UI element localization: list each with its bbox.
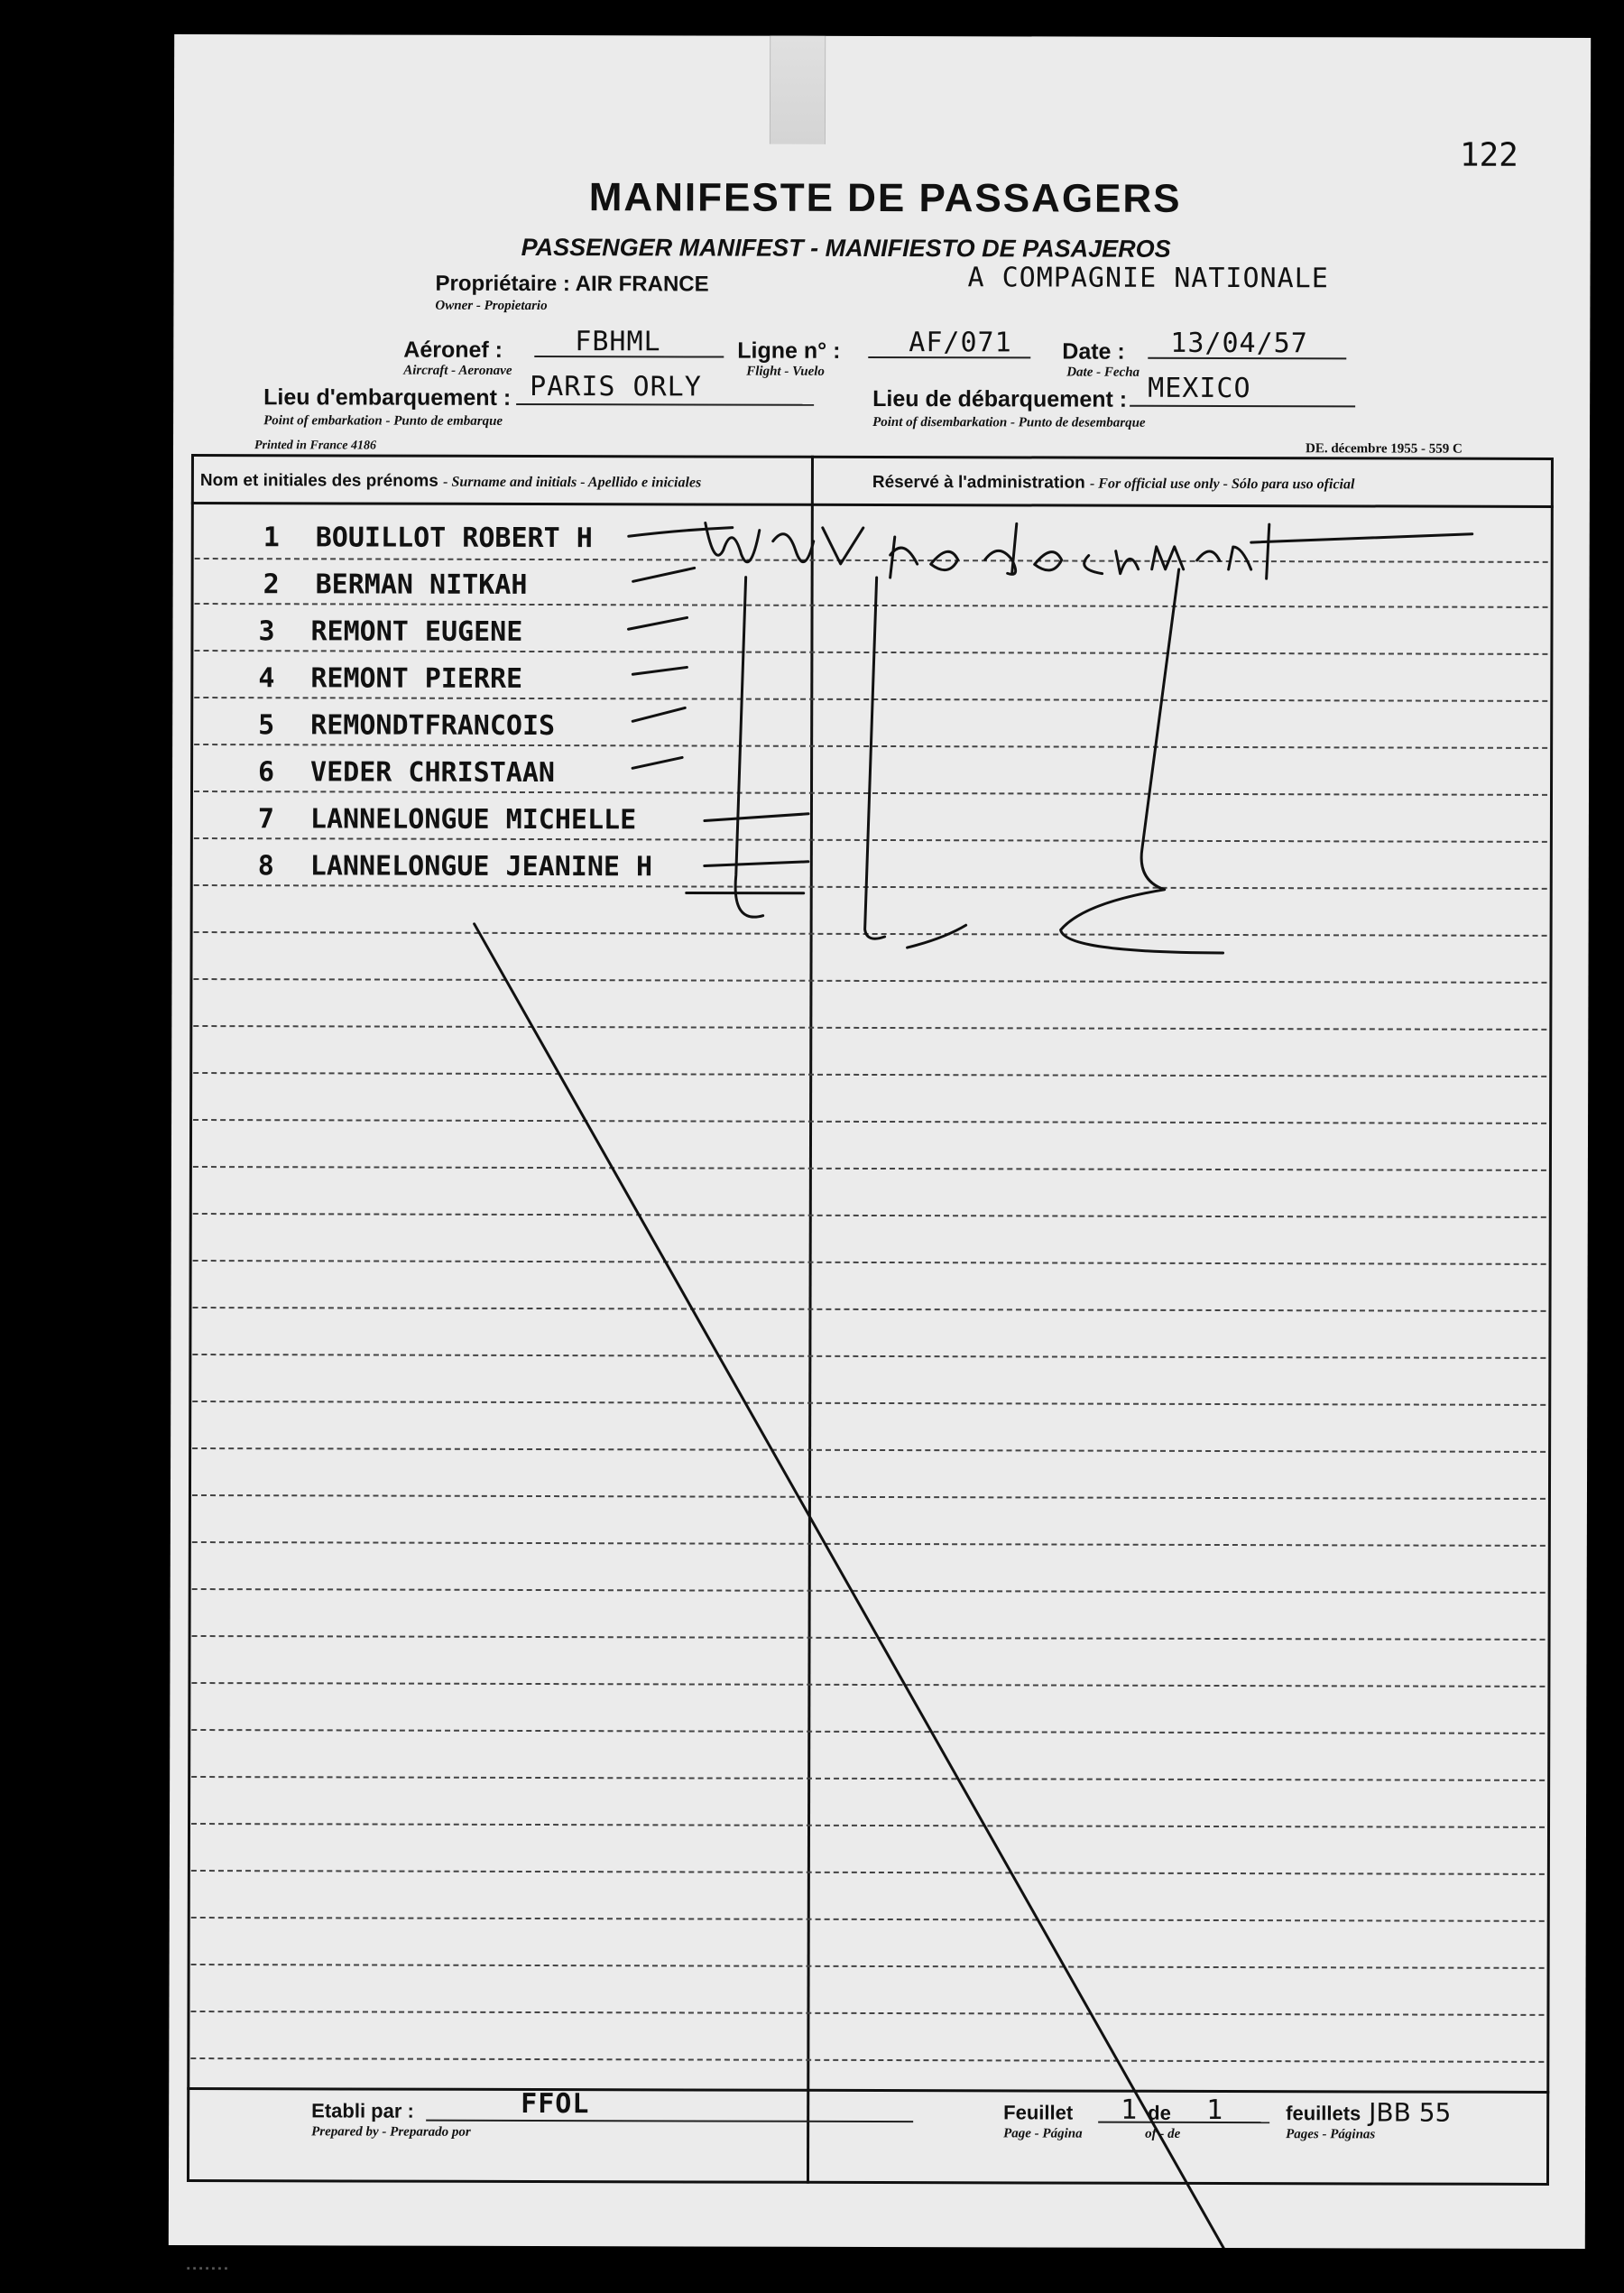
sheet-label: Feuillet — [1003, 2101, 1074, 2124]
sheet-value: 1 — [1121, 2094, 1139, 2126]
printed-note: Printed in France 4186 — [254, 439, 377, 453]
handwritten-note-stroke — [1084, 556, 1103, 574]
vertical-mark — [865, 578, 886, 938]
aircraft-label: Aéronef : — [403, 337, 503, 363]
col-admin-header-sub: - For official use only - Sólo para uso oficial — [1089, 476, 1355, 493]
handwritten-note — [706, 586, 713, 587]
aircraft-value: FBHML — [575, 326, 661, 358]
passenger-name: REMONT PIERRE — [310, 662, 523, 695]
line-label: Ligne n° : — [737, 337, 841, 364]
tick-dash — [632, 757, 682, 768]
tick-dash — [629, 527, 733, 536]
passenger-number: 1 — [263, 522, 280, 554]
handwritten-note-stroke — [773, 534, 814, 562]
passenger-number: 5 — [258, 709, 275, 742]
vertical-mark — [908, 925, 966, 948]
embark-sublabel: Point of embarkation - Punto de embarque — [263, 413, 503, 429]
owner-sublabel: Owner - Propietario — [435, 298, 548, 314]
prepared-by-value: FFOL — [521, 2087, 590, 2121]
tick-dash — [628, 617, 687, 629]
vertical-mark — [735, 578, 764, 918]
disembark-label: Lieu de débarquement : — [872, 385, 1128, 412]
tick-dash — [632, 707, 685, 721]
total-value: 1 — [1206, 2094, 1224, 2127]
vertical-mark — [1061, 569, 1224, 953]
tick-dash — [705, 861, 808, 865]
diagonal-strike — [471, 924, 1232, 2249]
handwritten-note-stroke — [1229, 547, 1251, 569]
handwriting-overlay — [169, 34, 1591, 2249]
passenger-number: 6 — [258, 756, 275, 789]
handwritten-note-stroke — [931, 551, 958, 569]
manifest-sheet — [169, 34, 1591, 2275]
col-admin-header-label: Réservé à l'administration — [872, 472, 1085, 493]
handwritten-note-stroke — [1197, 551, 1220, 560]
embark-label: Lieu d'embarquement : — [263, 384, 512, 411]
passenger-name: REMONDTFRANCOIS — [310, 709, 556, 743]
passenger-number: 3 — [258, 615, 275, 648]
page-title: MANIFESTE DE PASSAGERS — [588, 175, 1182, 221]
prepared-sublabel: Prepared by - Preparado por — [311, 2124, 471, 2140]
page-number: 122 — [1459, 136, 1518, 174]
passenger-number: 2 — [263, 569, 280, 601]
passenger-name: BERMAN NITKAH — [315, 569, 528, 601]
embark-value: PARIS ORLY — [530, 370, 702, 403]
col-name-header-sub: - Surname and initials - Apellido e iniciales — [443, 474, 702, 491]
tick-dash — [705, 813, 808, 820]
passenger-number: 4 — [258, 662, 275, 695]
passenger-name: BOUILLOT ROBERT H — [315, 522, 593, 555]
passenger-name: VEDER CHRISTAAN — [310, 756, 556, 790]
disembark-sublabel: Point of disembarkation - Punto de desembarque — [872, 414, 1146, 430]
sheets-label: feuillets — [1286, 2102, 1361, 2125]
printer-imprint: ▪ ▪ ▪ ▪ ▪ ▪ ▪ — [186, 2262, 228, 2275]
of-sublabel: of - de — [1145, 2126, 1181, 2141]
date-value: 13/04/57 — [1170, 327, 1308, 360]
prepared-label: Etabli par : — [311, 2099, 414, 2122]
sheets-sublabel: Pages - Páginas — [1286, 2127, 1376, 2142]
passenger-name: LANNELONGUE JEANINE H — [309, 850, 653, 883]
line-sublabel: Flight - Vuelo — [746, 364, 825, 379]
company-name: A COMPAGNIE NATIONALE — [967, 262, 1329, 295]
date-sublabel: Date - Fecha — [1066, 365, 1140, 380]
handwritten-note-stroke — [823, 528, 863, 564]
passenger-number: 7 — [257, 803, 275, 836]
handwritten-note-stroke — [1251, 524, 1472, 579]
page-subtitle: PASSENGER MANIFEST - MANIFIESTO DE PASAJEROS — [521, 233, 1171, 263]
passenger-number: 8 — [257, 850, 274, 883]
line-value: AF/071 — [909, 327, 1012, 359]
handwritten-note-stroke — [1035, 552, 1062, 570]
tick-dash — [633, 568, 695, 581]
owner-label: Propriétaire : AIR FRANCE — [435, 271, 709, 297]
handwritten-note-stroke — [1116, 551, 1139, 574]
stamp-code: JBB 55 — [1369, 2097, 1452, 2128]
passenger-name: LANNELONGUE MICHELLE — [309, 803, 637, 837]
passenger-name: REMONT EUGENE — [310, 615, 523, 648]
disembark-value: MEXICO — [1148, 372, 1251, 405]
sheet-sublabel: Page - Página — [1003, 2126, 1083, 2141]
date-label: Date : — [1062, 338, 1125, 365]
handwritten-note-stroke — [985, 523, 1017, 574]
aircraft-sublabel: Aircraft - Aeronave — [403, 363, 512, 378]
tick-dash — [632, 667, 687, 674]
handwritten-note-stroke — [1152, 547, 1184, 569]
col-name-header-label: Nom et initiales des prénoms — [199, 471, 438, 491]
form-reference: DE. décembre 1955 - 559 C — [1305, 441, 1463, 457]
handwritten-note-stroke — [890, 537, 918, 578]
of-label: de — [1148, 2101, 1171, 2124]
